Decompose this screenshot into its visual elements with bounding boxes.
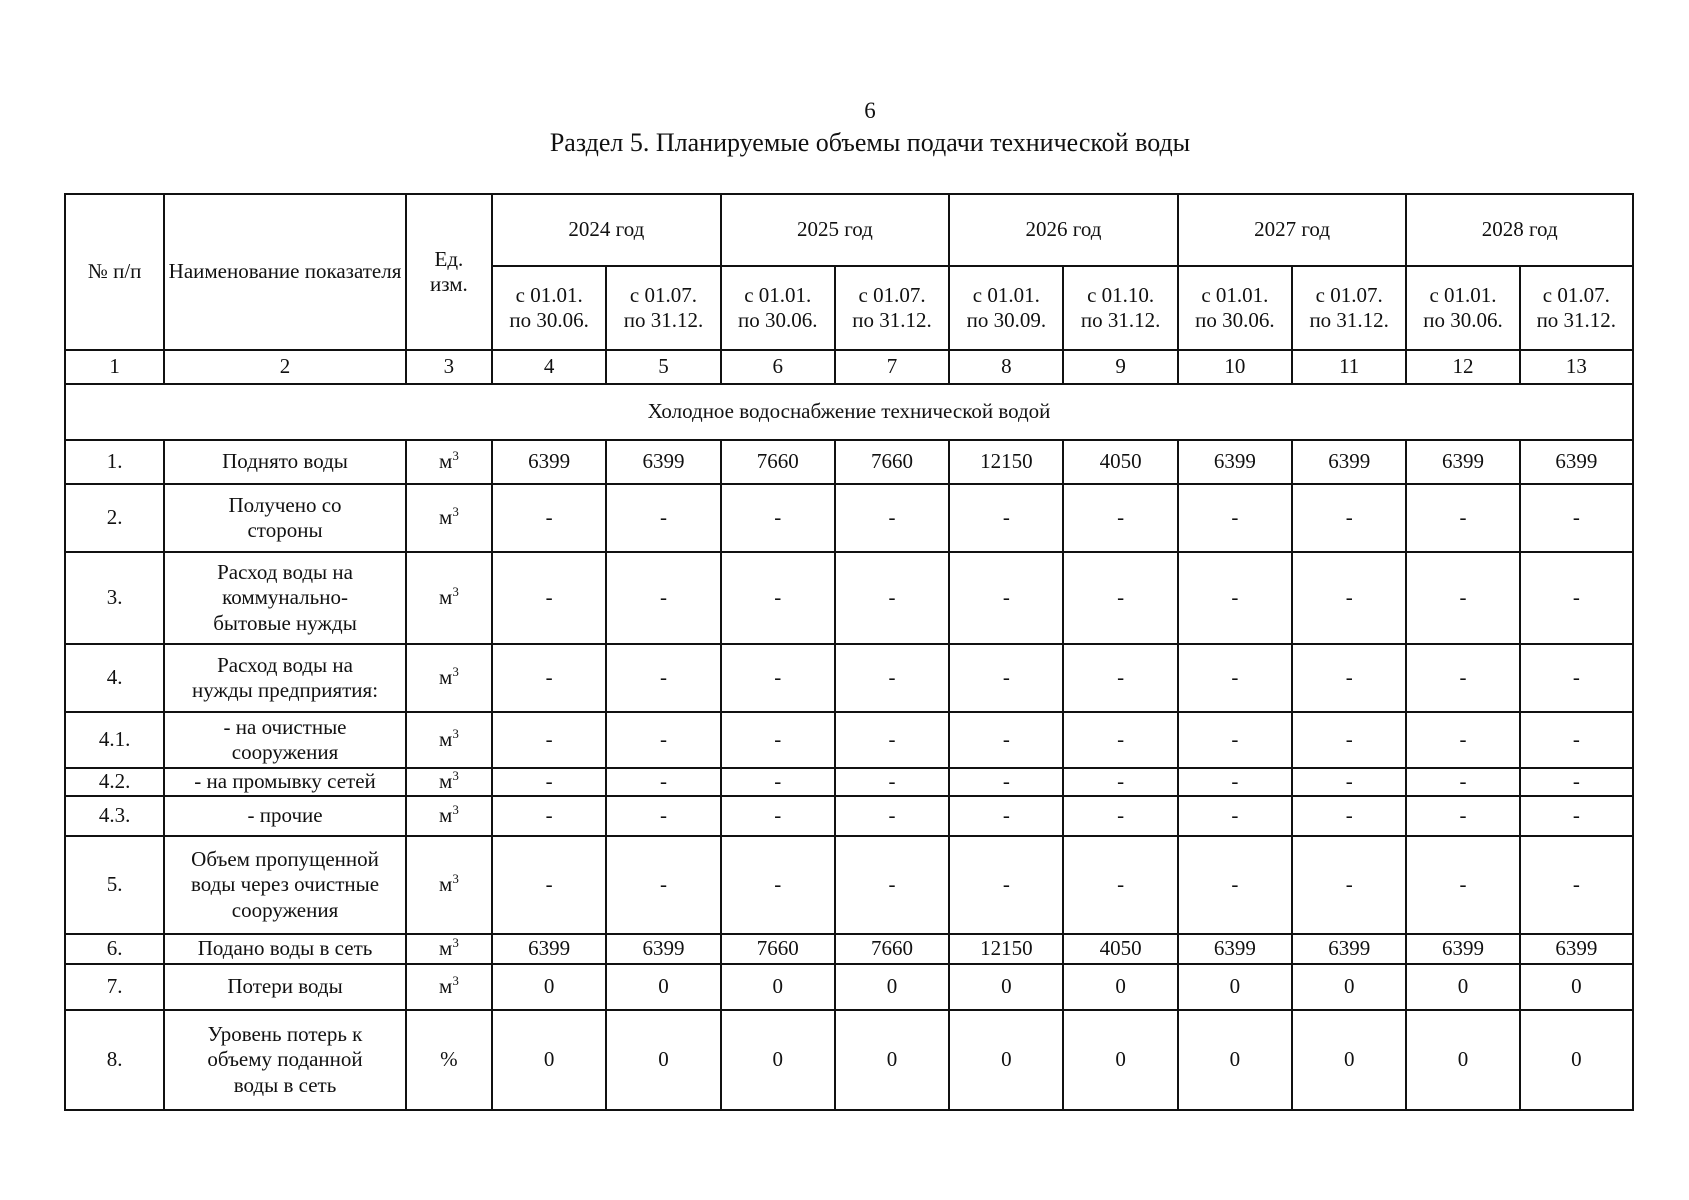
value-cell: 12150 [949,440,1063,484]
value-cell: 0 [949,1010,1063,1110]
header-name: Наименование показателя [164,194,406,350]
value-cell: - [492,484,606,552]
row-name-line: Расход воды на [217,652,353,677]
row-unit [406,934,492,964]
row-name-line: Поднято воды [222,449,348,474]
value-cell: - [606,836,720,934]
header-period-line: с 01.01. [1201,282,1269,307]
header-period-line: по 30.06. [738,308,818,332]
header-num: № п/п [65,194,164,350]
header-period [606,266,720,350]
value-cell: 7660 [835,440,949,484]
value-cell: 0 [835,964,949,1010]
value-cell: - [1292,484,1406,552]
row-num: 4.1. [65,712,164,768]
row-name [164,934,406,964]
value-cell: 7660 [721,440,835,484]
value-cell: - [1520,796,1633,836]
value-cell: - [1406,712,1519,768]
header-period-line: с 01.07. [1542,282,1610,307]
value-cell: - [606,552,720,644]
row-unit [406,768,492,796]
header-period [1178,266,1292,350]
table-row [65,1010,1633,1110]
header-year: 2027 год [1178,194,1407,266]
value-cell: - [835,796,949,836]
row-name-line: сооружения [231,897,339,922]
value-cell: 0 [835,1010,949,1110]
row-name [164,712,406,768]
value-cell: - [721,836,835,934]
row-unit-superscript: 3 [452,802,459,818]
value-cell: - [492,796,606,836]
row-num: 1. [65,440,164,484]
row-unit [406,796,492,836]
value-cell: - [1292,552,1406,644]
header-period-line: по 30.06. [509,308,589,332]
value-cell: - [1406,552,1519,644]
value-cell: - [1292,768,1406,796]
header-period-line: с 01.07. [858,282,926,307]
row-name [164,440,406,484]
row-name-line: Объем пропущенной [191,847,379,872]
column-number: 13 [1520,350,1633,384]
row-name-line: - прочие [247,803,323,828]
value-cell: - [835,552,949,644]
value-cell: - [1178,484,1292,552]
value-cell: 0 [492,1010,606,1110]
header-row-column-numbers [65,350,1633,384]
value-cell: - [1520,768,1633,796]
header-period [1520,266,1633,350]
value-cell: 6399 [492,440,606,484]
table-row [65,796,1633,836]
row-unit-superscript: 3 [452,448,459,464]
value-cell: - [949,836,1063,934]
row-num: 8. [65,1010,164,1110]
row-num: 4. [65,644,164,712]
value-cell: - [1406,644,1519,712]
column-number: 7 [835,350,949,384]
row-unit [406,964,492,1010]
row-num: 2. [65,484,164,552]
page-number: 6 [864,98,876,123]
row-name [164,768,406,796]
row-num: 3. [65,552,164,644]
value-cell: - [1292,644,1406,712]
column-number: 12 [1406,350,1519,384]
row-unit-base: % [440,1047,458,1072]
row-name-line: Получено со [228,492,342,517]
column-number: 6 [721,350,835,384]
value-cell: 6399 [1520,934,1633,964]
value-cell: 0 [606,964,720,1010]
section-label: Холодное водоснабжение технической водой [65,384,1633,440]
value-cell: 6399 [1292,440,1406,484]
header-period-line: с 01.10. [1087,282,1155,307]
header-period-line: по 31.12. [623,308,704,332]
column-number: 4 [492,350,606,384]
value-cell: - [1178,712,1292,768]
value-cell: - [721,644,835,712]
row-unit [406,484,492,552]
header-period [492,266,606,350]
row-unit-superscript: 3 [452,584,459,600]
header-period-line: по 31.12. [852,308,932,332]
value-cell: 0 [606,1010,720,1110]
value-cell: - [1406,836,1519,934]
value-cell: - [835,644,949,712]
row-num: 6. [65,934,164,964]
value-cell: - [1406,796,1519,836]
value-cell: - [606,796,720,836]
row-name-line: - на очистные [223,714,347,739]
row-name-line: Потери воды [227,974,343,999]
value-cell: 6399 [1178,934,1292,964]
header-period-line: по 31.12. [1536,308,1617,332]
row-name-line: бытовые нужды [213,610,357,635]
value-cell: - [606,484,720,552]
value-cell: - [835,768,949,796]
value-cell: - [1063,836,1177,934]
column-number: 11 [1292,350,1406,384]
value-cell: 0 [1406,964,1519,1010]
row-unit [406,1010,492,1110]
header-year: 2028 год [1406,194,1633,266]
header-period [835,266,949,350]
value-cell: - [1063,484,1177,552]
value-cell: - [835,484,949,552]
row-unit [406,644,492,712]
value-cell: 6399 [1292,934,1406,964]
header-period [721,266,835,350]
row-name-line: - на промывку сетей [194,769,376,794]
value-cell: - [606,644,720,712]
value-cell: - [1178,644,1292,712]
value-cell: - [721,552,835,644]
value-cell: - [1292,836,1406,934]
row-name-line: коммунально- [222,585,348,610]
row-unit-superscript: 3 [452,768,459,784]
value-cell: 6399 [606,934,720,964]
header-year: 2026 год [949,194,1178,266]
value-cell: - [721,768,835,796]
value-cell: 0 [949,964,1063,1010]
value-cell: - [1520,484,1633,552]
header-period-line: с 01.07. [629,282,697,307]
row-unit-base: м [439,936,453,961]
value-cell: 0 [1520,964,1633,1010]
row-name [164,644,406,712]
table-row [65,768,1633,796]
column-number: 9 [1063,350,1177,384]
row-unit-base: м [439,769,453,794]
value-cell: - [1292,712,1406,768]
value-cell: - [1520,552,1633,644]
row-name-line: сооружения [231,740,339,764]
table-row [65,934,1633,964]
row-name-line: воды в сеть [233,1072,337,1097]
row-num: 4.3. [65,796,164,836]
row-unit [406,552,492,644]
value-cell: - [1063,768,1177,796]
row-unit-superscript: 3 [452,871,459,887]
row-name [164,1010,406,1110]
row-unit-base: м [439,449,453,474]
value-cell: - [721,484,835,552]
value-cell: 0 [721,1010,835,1110]
value-cell: 7660 [835,934,949,964]
row-name [164,836,406,934]
header-year: 2025 год [721,194,950,266]
value-cell: - [1178,796,1292,836]
header-period-line: по 31.12. [1080,308,1161,332]
value-cell: 6399 [1178,440,1292,484]
table-row [65,440,1633,484]
row-name-line: объему поданной [207,1047,363,1072]
header-period-line: по 30.09. [966,308,1047,332]
value-cell: - [835,836,949,934]
value-cell: - [1292,796,1406,836]
row-name-line: Подано воды в сеть [197,936,373,961]
value-cell: - [492,644,606,712]
value-cell: - [1178,836,1292,934]
row-unit [406,440,492,484]
water-supply-table [64,193,1634,1111]
table-row [65,484,1633,552]
value-cell: - [1063,552,1177,644]
value-cell: - [949,552,1063,644]
row-unit-superscript: 3 [452,504,459,520]
row-unit-superscript: 3 [452,973,459,989]
value-cell: - [492,552,606,644]
value-cell: 0 [721,964,835,1010]
header-period [1063,266,1177,350]
header-unit-line2: изм. [430,272,468,296]
value-cell: - [949,484,1063,552]
value-cell: - [492,836,606,934]
value-cell: 4050 [1063,934,1177,964]
table-row [65,552,1633,644]
value-cell: - [721,796,835,836]
value-cell: - [1520,836,1633,934]
value-cell: - [606,712,720,768]
header-period [949,266,1063,350]
header-period-line: по 30.06. [1423,308,1503,332]
value-cell: - [492,768,606,796]
value-cell: - [949,796,1063,836]
header-period-line: с 01.01. [972,282,1040,307]
value-cell: 4050 [1063,440,1177,484]
header-period [1292,266,1406,350]
value-cell: - [492,712,606,768]
table-row [65,712,1633,768]
row-unit [406,836,492,934]
value-cell: - [1406,484,1519,552]
row-name [164,484,406,552]
row-unit-base: м [439,505,453,530]
row-name [164,964,406,1010]
value-cell: 6399 [1406,440,1519,484]
header-unit-line1: Ед. [434,246,464,271]
value-cell: 0 [1292,1010,1406,1110]
row-name [164,552,406,644]
value-cell: - [1063,644,1177,712]
value-cell: 0 [1292,964,1406,1010]
row-unit-superscript: 3 [452,726,459,742]
row-num: 5. [65,836,164,934]
header-period-line: с 01.01. [744,282,812,307]
value-cell: - [606,768,720,796]
row-unit-base: м [439,665,453,690]
row-unit-superscript: 3 [452,664,459,680]
value-cell: 0 [1063,1010,1177,1110]
column-number: 3 [406,350,492,384]
value-cell: - [1063,712,1177,768]
row-unit-base: м [439,872,453,897]
value-cell: 0 [1063,964,1177,1010]
row-name-line: стороны [247,518,323,542]
header-period [1406,266,1519,350]
value-cell: - [1178,552,1292,644]
row-num: 7. [65,964,164,1010]
column-number: 5 [606,350,720,384]
row-unit-base: м [439,803,453,828]
value-cell: 0 [492,964,606,1010]
table-row [65,964,1633,1010]
header-period-line: по 30.06. [1195,308,1275,332]
section-title: Раздел 5. Планируемые объемы подачи технической воды [549,128,1191,157]
table-header [65,194,1633,384]
value-cell: - [1520,644,1633,712]
row-num: 4.2. [65,768,164,796]
value-cell: - [1520,712,1633,768]
value-cell: 6399 [1520,440,1633,484]
table-row [65,836,1633,934]
value-cell: - [1178,768,1292,796]
row-unit-base: м [439,727,453,752]
column-number: 2 [164,350,406,384]
value-cell: - [1406,768,1519,796]
row-unit-base: м [439,974,453,999]
row-unit [406,712,492,768]
table-body [65,384,1633,1110]
value-cell: 0 [1178,964,1292,1010]
header-period-line: по 31.12. [1309,308,1389,332]
row-unit-superscript: 3 [452,935,459,951]
table-row [65,644,1633,712]
row-name-line: Расход воды на [217,560,353,585]
header-period-line: с 01.07. [1315,282,1383,307]
header-period-line: с 01.01. [1429,282,1497,307]
value-cell: - [949,644,1063,712]
value-cell: - [1063,796,1177,836]
row-name [164,796,406,836]
value-cell: - [949,712,1063,768]
value-cell: 6399 [606,440,720,484]
value-cell: - [835,712,949,768]
value-cell: 12150 [949,934,1063,964]
header-period-line: с 01.01. [515,282,583,307]
header-year: 2024 год [492,194,721,266]
value-cell: 0 [1178,1010,1292,1110]
value-cell: 0 [1520,1010,1633,1110]
row-name-line: Уровень потерь к [207,1022,363,1047]
row-name-line: воды через очистные [190,872,380,897]
value-cell: 7660 [721,934,835,964]
value-cell: 6399 [492,934,606,964]
section-row [65,384,1633,440]
row-unit-base: м [439,585,453,610]
header-row-years [65,194,1633,266]
column-number: 10 [1178,350,1292,384]
value-cell: - [721,712,835,768]
header-unit [406,194,492,350]
column-number: 1 [65,350,164,384]
row-name-line: нужды предприятия: [192,678,379,702]
value-cell: 6399 [1406,934,1519,964]
value-cell: - [949,768,1063,796]
value-cell: 0 [1406,1010,1519,1110]
column-number: 8 [949,350,1063,384]
